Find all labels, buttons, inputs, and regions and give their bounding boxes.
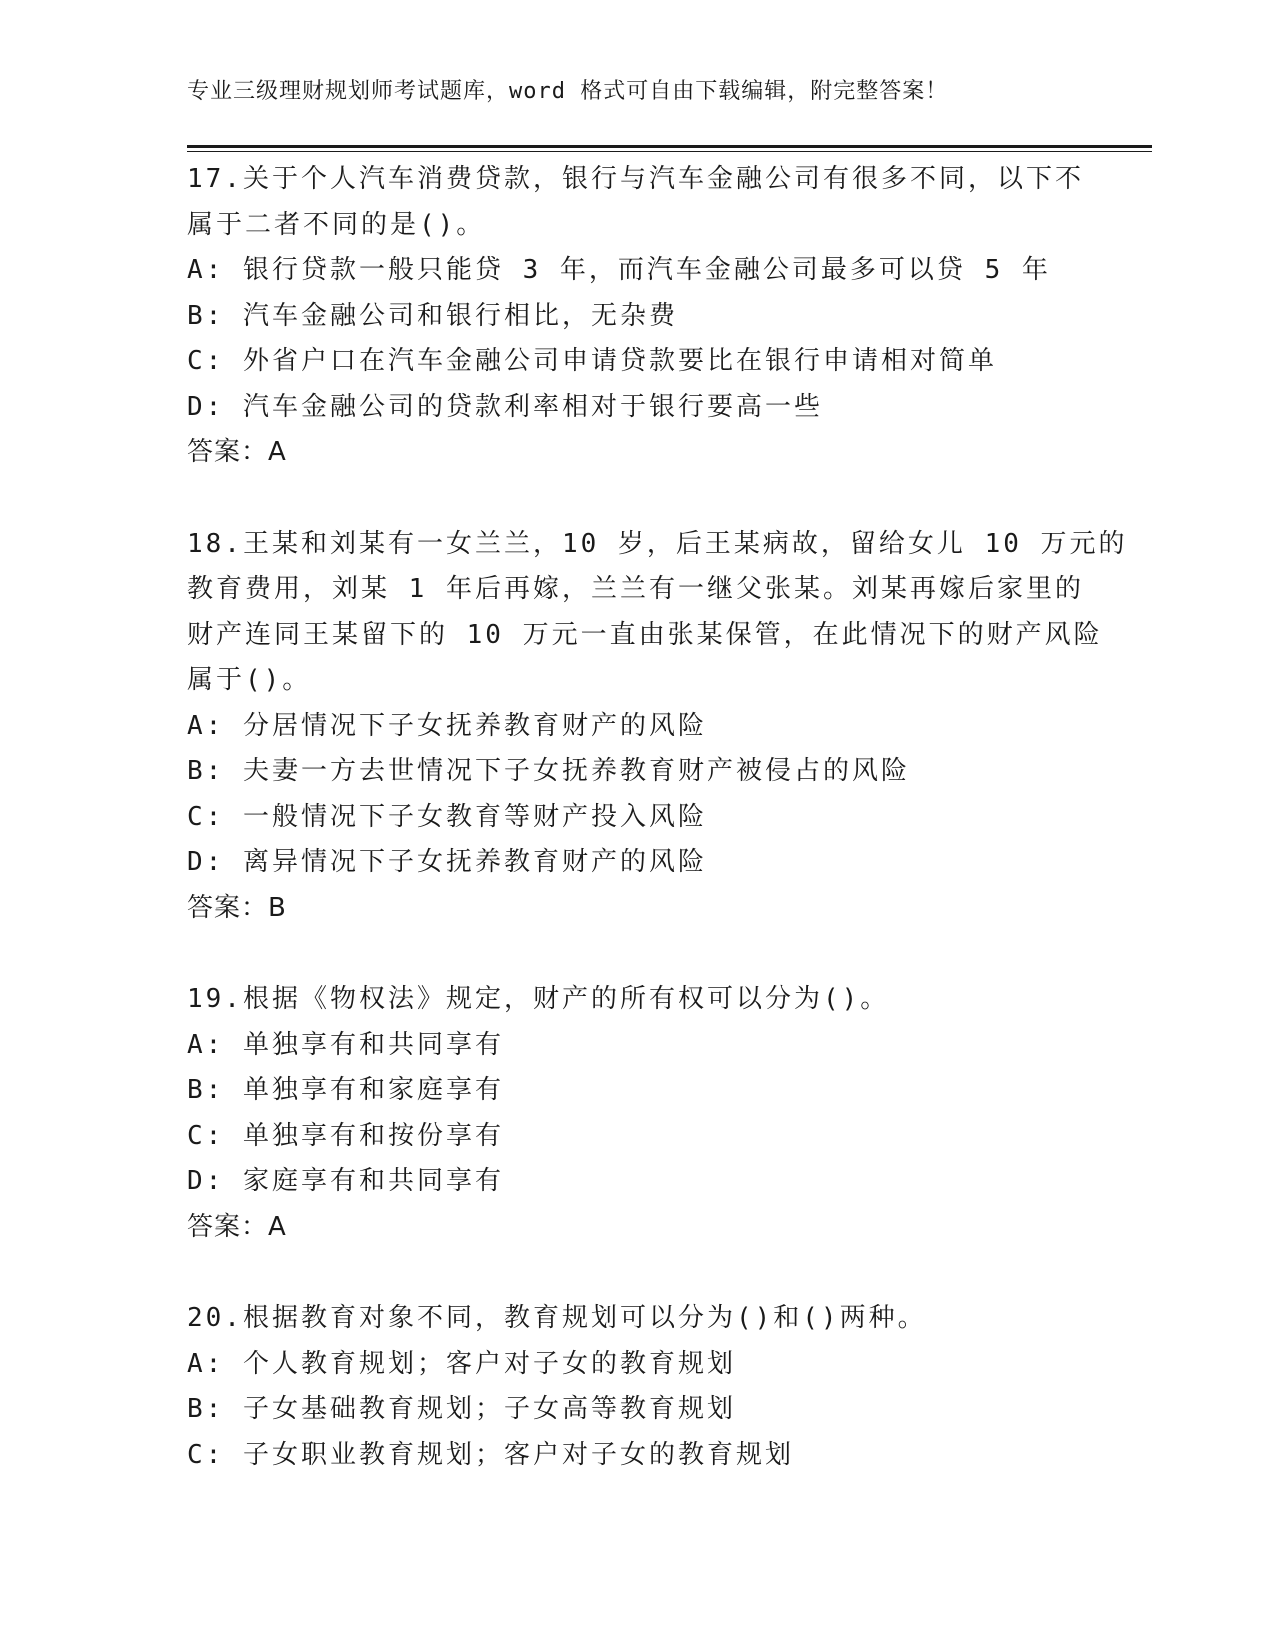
answer: 答案：A [187, 437, 287, 467]
question-stem: 属于()。 [187, 665, 312, 695]
question-stem: 20.根据教育对象不同，教育规划可以分为()和()两种。 [187, 1303, 927, 1333]
question-stem: 19.根据《物权法》规定，财产的所有权可以分为()。 [187, 984, 890, 1014]
question-stem: 财产连同王某留下的 10 万元一直由张某保管，在此情况下的财产风险 [187, 619, 1103, 650]
option-b: B: 子女基础教育规划；子女高等教育规划 [187, 1394, 736, 1424]
question-stem: 17.关于个人汽车消费贷款，银行与汽车金融公司有很多不同，以下不 [187, 164, 1084, 194]
option-d: D: 汽车金融公司的贷款利率相对于银行要高一些 [187, 391, 823, 422]
option-c: C: 子女职业教育规划；客户对子女的教育规划 [187, 1439, 794, 1470]
option-a: A: 个人教育规划；客户对子女的教育规划 [187, 1348, 736, 1379]
question-list [187, 157, 1128, 1524]
option-c: C: 外省户口在汽车金融公司申请贷款要比在银行申请相对简单 [187, 346, 997, 376]
question-stem: 属于二者不同的是()。 [187, 209, 486, 240]
option-b: B: 汽车金融公司和银行相比，无杂费 [187, 300, 678, 331]
option-a: A: 单独享有和共同享有 [187, 1029, 504, 1060]
question-stem: 18.王某和刘某有一女兰兰，10 岁，后王某病故，留给女儿 10 万元的 [187, 528, 1128, 559]
option-a: A: 银行贷款一般只能贷 3 年，而汽车金融公司最多可以贷 5 年 [187, 255, 1051, 285]
option-d: D: 离异情况下子女抚养教育财产的风险 [187, 847, 707, 877]
question-20 [187, 1296, 1087, 1478]
option-c: C: 单独享有和按份享有 [187, 1120, 504, 1151]
question-stem: 教育费用，刘某 1 年后再嫁，兰兰有一继父张某。刘某再嫁后家里的 [187, 574, 1084, 604]
question-17 [187, 157, 1087, 476]
question-19 [187, 977, 1087, 1250]
option-b: B: 单独享有和家庭享有 [187, 1075, 504, 1105]
option-c: C: 一般情况下子女教育等财产投入风险 [187, 801, 707, 832]
option-d: D: 家庭享有和共同享有 [187, 1166, 504, 1196]
option-a: A: 分居情况下子女抚养教育财产的风险 [187, 710, 707, 741]
option-b: B: 夫妻一方去世情况下子女抚养教育财产被侵占的风险 [187, 756, 910, 786]
answer: 答案：B [187, 892, 287, 923]
question-18 [187, 522, 1128, 932]
answer: 答案：A [187, 1211, 287, 1242]
header-rule-thick [187, 145, 1152, 148]
page-header: 专业三级理财规划师考试题库，word 格式可自由下载编辑，附完整答案！ [187, 79, 949, 104]
header-rule-thin [187, 151, 1152, 152]
